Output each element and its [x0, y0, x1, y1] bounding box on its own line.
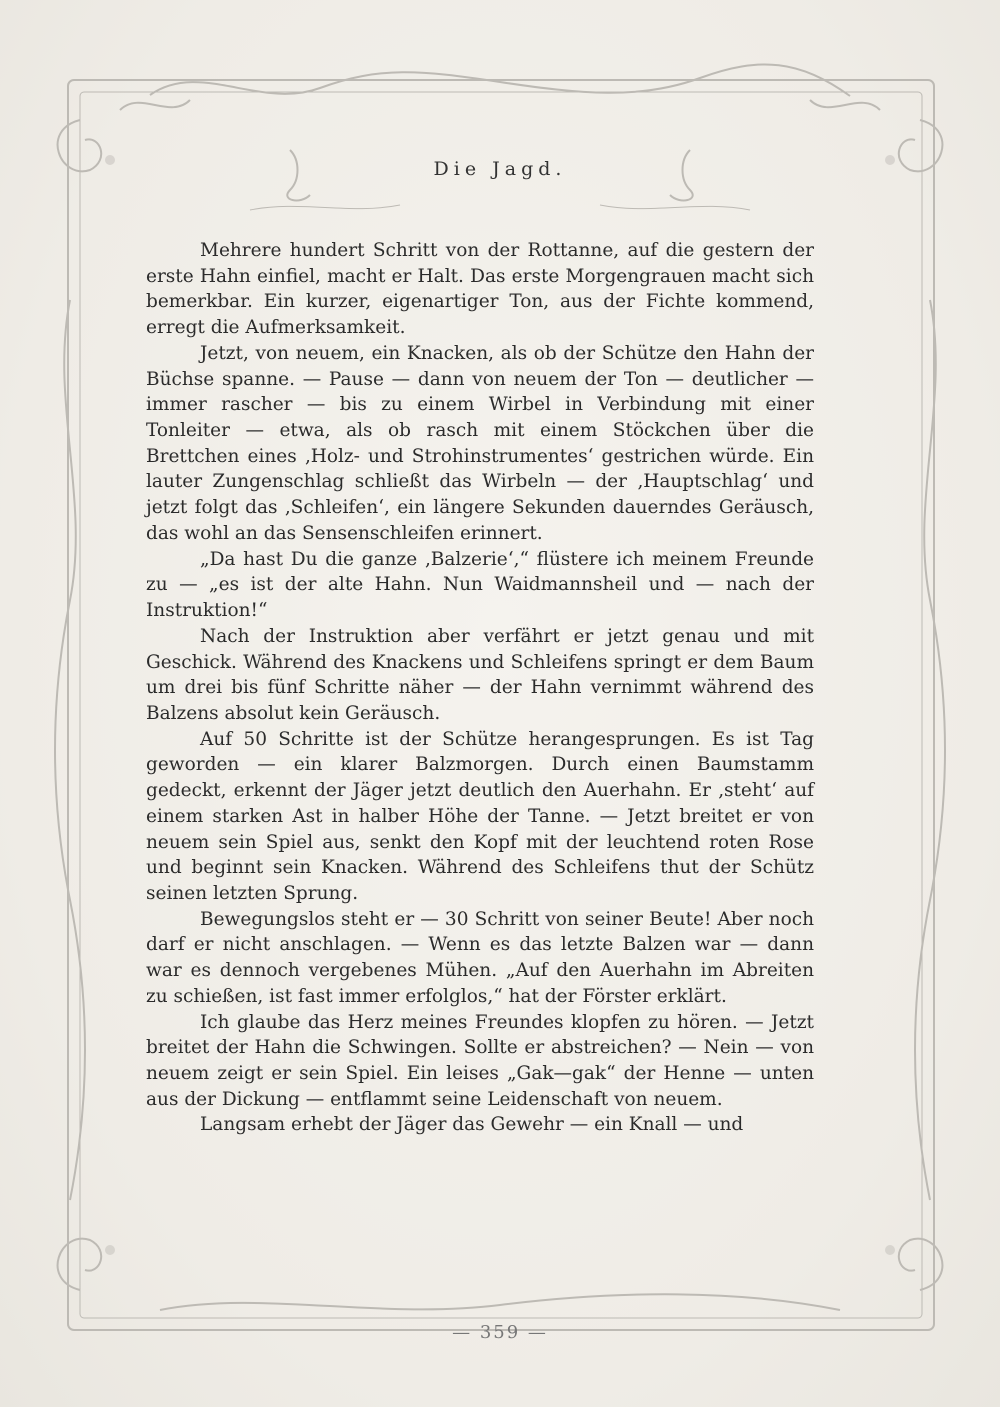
- paragraph: Auf 50 Schritte ist der Schütze herangesprungen. Es ist Tag geworden — ein klarer Balzmorgen. Durch einen Baumstamm gedeckt, erkennt der Jäger jetzt deutlich den Auerhahn. Er ‚steht‘ auf einem starken Ast in halber Höhe der Tanne. — Jetzt breitet er von neuem sein Spiel aus, senkt den Kopf mit der leuchtend roten Rose und beginnt sein Knacken. Während des Schleifens thut der Schütz seinen letzten Sprung.: [146, 728, 814, 904]
- paragraph: Nach der Instruktion aber verfährt er jetzt genau und mit Geschick. Während des Knackens und Schleifens springt er dem Baum um drei bis fünf Schritte näher — der Hahn vernimmt während des Balzens absolut kein Geräusch.: [146, 625, 814, 724]
- running-head: Die Jagd.: [433, 158, 567, 180]
- body-text: [146, 238, 814, 1138]
- paragraph: Ich glaube das Herz meines Freundes klopfen zu hören. — Jetzt breitet der Hahn die Schwingen. Sollte er abstreichen? — Nein — von neuem zeigt er sein Spiel. Ein leises „Gak—gak“ der Henne — unten aus der Dickung — entflammt seine Leidenschaft von neuem.: [146, 1011, 814, 1110]
- paragraph: Bewegungslos steht er — 30 Schritt von seiner Beute! Aber noch darf er nicht anschlagen. — Wenn es das letzte Balzen war — dann war es dennoch vergebenes Mühen. „Auf den Auerhahn im Abreiten zu schießen, ist fast immer erfolglos,“ hat der Förster erklärt.: [146, 908, 814, 1007]
- page-number: — 359 —: [452, 1322, 548, 1343]
- paragraph: „Da hast Du die ganze ‚Balzerie‘,“ flüstere ich meinem Freunde zu — „es ist der alte Hahn. Nun Waidmannsheil und — nach der Instruktion!“: [146, 548, 814, 622]
- paragraph: Langsam erhebt der Jäger das Gewehr — ein Knall — und: [200, 1114, 744, 1136]
- paragraph: Jetzt, von neuem, ein Knacken, als ob der Schütze den Hahn der Büchse spanne. — Pause — dann von neuem der Ton — deutlicher — immer rascher — bis zu einem Wirbel in Verbindung mit einer Tonleiter — etwa, als ob rasch mit einem Stöckchen über die Brettchen eines ‚Holz- und Strohinstrumentes‘ gestrichen würde. Ein lauter Zungenschlag schließt das Wirbeln — der ‚Hauptschlag‘ und jetzt folgt das ‚Schleifen‘, ein längere Sekunden dauerndes Geräusch, das wohl an das Sensenschleifen erinnert.: [146, 342, 814, 544]
- paragraph: Mehrere hundert Schritt von der Rottanne, auf die gestern der erste Hahn einfiel, macht er Halt. Das erste Morgengrauen macht sich bemerkbar. Ein kurzer, eigenartiger Ton, aus der Fichte kommend, erregt die Aufmerksamkeit.: [146, 240, 814, 339]
